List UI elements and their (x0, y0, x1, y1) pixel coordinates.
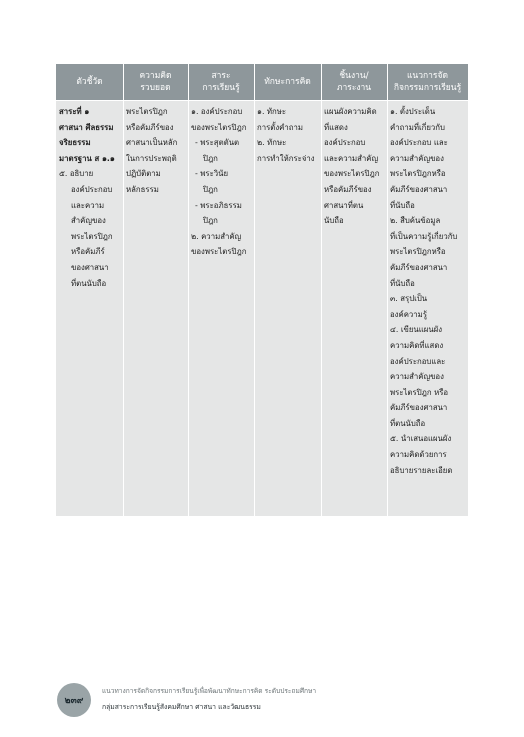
indicator-text: ที่ตนนับถือ (71, 278, 107, 288)
concept-text: ศาสนาเป็นหลัก (126, 138, 178, 148)
activity-text: คัมภีร์ของศาสนา (390, 403, 448, 413)
activity-text: ที่ตนนับถือ (390, 418, 426, 428)
task-text: องค์ประกอบ (324, 138, 366, 148)
content-text: ปิฎก (203, 184, 218, 194)
cell-activity (390, 104, 457, 478)
indicator-text: ๕. อธิบาย (59, 169, 94, 179)
footer-book-title: แนวทางการจัดกิจกรรมการเรียนรู้เพื่อพัฒนาทักษะการคิด ระดับประถมศึกษา (102, 687, 317, 695)
content-text: ของพระไตรปิฎก (191, 122, 247, 132)
activity-text: ที่นับถือ (390, 278, 415, 288)
header-thinking-skill: ทักษะการคิด (264, 77, 311, 87)
header-task: ชิ้นงาน/ ภาระงาน (336, 71, 372, 93)
activity-text: ความสำคัญของ (390, 372, 444, 382)
activity-text: ๔. เขียนแผนผัง (390, 325, 443, 335)
cell-concept (126, 104, 177, 198)
skill-text: ๒. ทักษะ (257, 138, 287, 148)
activity-text: คัมภีร์ของศาสนา (390, 184, 448, 194)
header-concept: ความคิด รวบยอด (139, 71, 172, 93)
activity-text: พระไตรปิฎกหรือ (390, 247, 446, 257)
skill-text: การตั้งคำถาม (257, 122, 303, 132)
standard-label: มาตรฐาน ส ๑.๑ (59, 153, 115, 163)
content-text: ของพระไตรปิฎก (191, 247, 247, 257)
cell-thinking-skill (257, 104, 315, 166)
content-text: ๑. องค์ประกอบ (191, 107, 243, 116)
cell-task (324, 104, 379, 229)
task-text: หรือคัมภีร์ของ (324, 184, 372, 194)
strand-name: จริยธรรม (59, 138, 91, 148)
activity-text: อธิบายรายละเอียด (390, 465, 453, 475)
content-text: ๒. ความสำคัญ (191, 231, 242, 241)
column-divider (254, 64, 255, 516)
activity-text: ความคิดที่แสดง (390, 340, 444, 350)
concept-text: พระไตรปิฎก (126, 107, 168, 116)
task-text: ของพระไตรปิฎก (324, 169, 380, 179)
strand-name: ศาสนา ศีลธรรม (59, 122, 114, 132)
content-text: - พระสุตตันต (195, 138, 240, 148)
activity-text: พระไตรปิฎก หรือ (390, 387, 449, 397)
indicator-text: และความ (71, 200, 105, 210)
activity-text: ๕. นำเสนอแผนผัง (390, 434, 452, 444)
task-text: ศาสนาที่ตน (324, 200, 364, 210)
curriculum-table (56, 64, 468, 516)
header-indicator: ตัวชี้วัด (76, 77, 103, 87)
footer-subject-group: กลุ่มสาระการเรียนรู้สังคมศึกษา ศาสนา และวัฒนธรรม (102, 703, 261, 711)
skill-text: การทำให้กระจ่าง (257, 153, 315, 163)
content-text: - พระอภิธรรม (195, 200, 242, 210)
content-text: ปิฎก (203, 153, 218, 163)
concept-text: หรือคัมภีร์ของ (126, 122, 174, 132)
activity-text: ที่นับถือ (390, 200, 415, 210)
activity-text: ความสำคัญของ (390, 153, 444, 163)
concept-text: ปฏิบัติตาม (126, 169, 161, 179)
strand-label: สาระที่ ๑ (59, 107, 90, 116)
concept-text: ในการประพฤติ (126, 153, 177, 163)
cell-indicator (59, 104, 115, 291)
activity-text: คัมภีร์ของศาสนา (390, 262, 448, 272)
activity-text: ๑. ตั้งประเด็น (390, 107, 436, 116)
activity-text: องค์ประกอบและ (390, 356, 446, 366)
task-text: นับถือ (324, 216, 344, 226)
indicator-text: พระไตรปิฎก (71, 231, 113, 241)
task-text: และความสำคัญ (324, 153, 379, 163)
header-separator (56, 100, 468, 101)
activity-text: ความคิดด้วยการ (390, 450, 447, 460)
header-content: สาระ การเรียนรู้ (202, 71, 240, 93)
activity-text: คำถามที่เกี่ยวกับ (390, 122, 445, 132)
activity-text: องค์ความรู้ (390, 309, 428, 319)
column-divider (188, 64, 189, 516)
column-divider (123, 64, 124, 516)
column-divider (321, 64, 322, 516)
indicator-text: องค์ประกอบ (71, 184, 113, 194)
indicator-text: หรือคัมภีร์ (71, 247, 105, 257)
task-text: แผนผังความคิด (324, 107, 377, 116)
indicator-text: ของศาสนา (71, 262, 109, 272)
indicator-text: สำคัญของ (71, 216, 106, 226)
activity-text: ที่เป็นความรู้เกี่ยวกับ (390, 231, 458, 241)
column-divider (387, 64, 388, 516)
header-activity: แนวการจัด กิจกรรมการเรียนรู้ (393, 71, 462, 93)
activity-text: พระไตรปิฎกหรือ (390, 169, 446, 179)
activity-text: ๒. สืบค้นข้อมูล (390, 216, 441, 226)
concept-text: หลักธรรม (126, 184, 159, 194)
content-text: - พระวินัย (195, 169, 229, 179)
page-number-badge: ๒๓๙ (57, 683, 91, 717)
content-text: ปิฎก (203, 216, 218, 226)
activity-text: ๓. สรุปเป็น (390, 294, 428, 304)
activity-text: องค์ประกอบ และ (390, 138, 448, 148)
task-text: ที่แสดง (324, 122, 348, 132)
skill-text: ๑. ทักษะ (257, 107, 287, 116)
cell-content (191, 104, 246, 260)
